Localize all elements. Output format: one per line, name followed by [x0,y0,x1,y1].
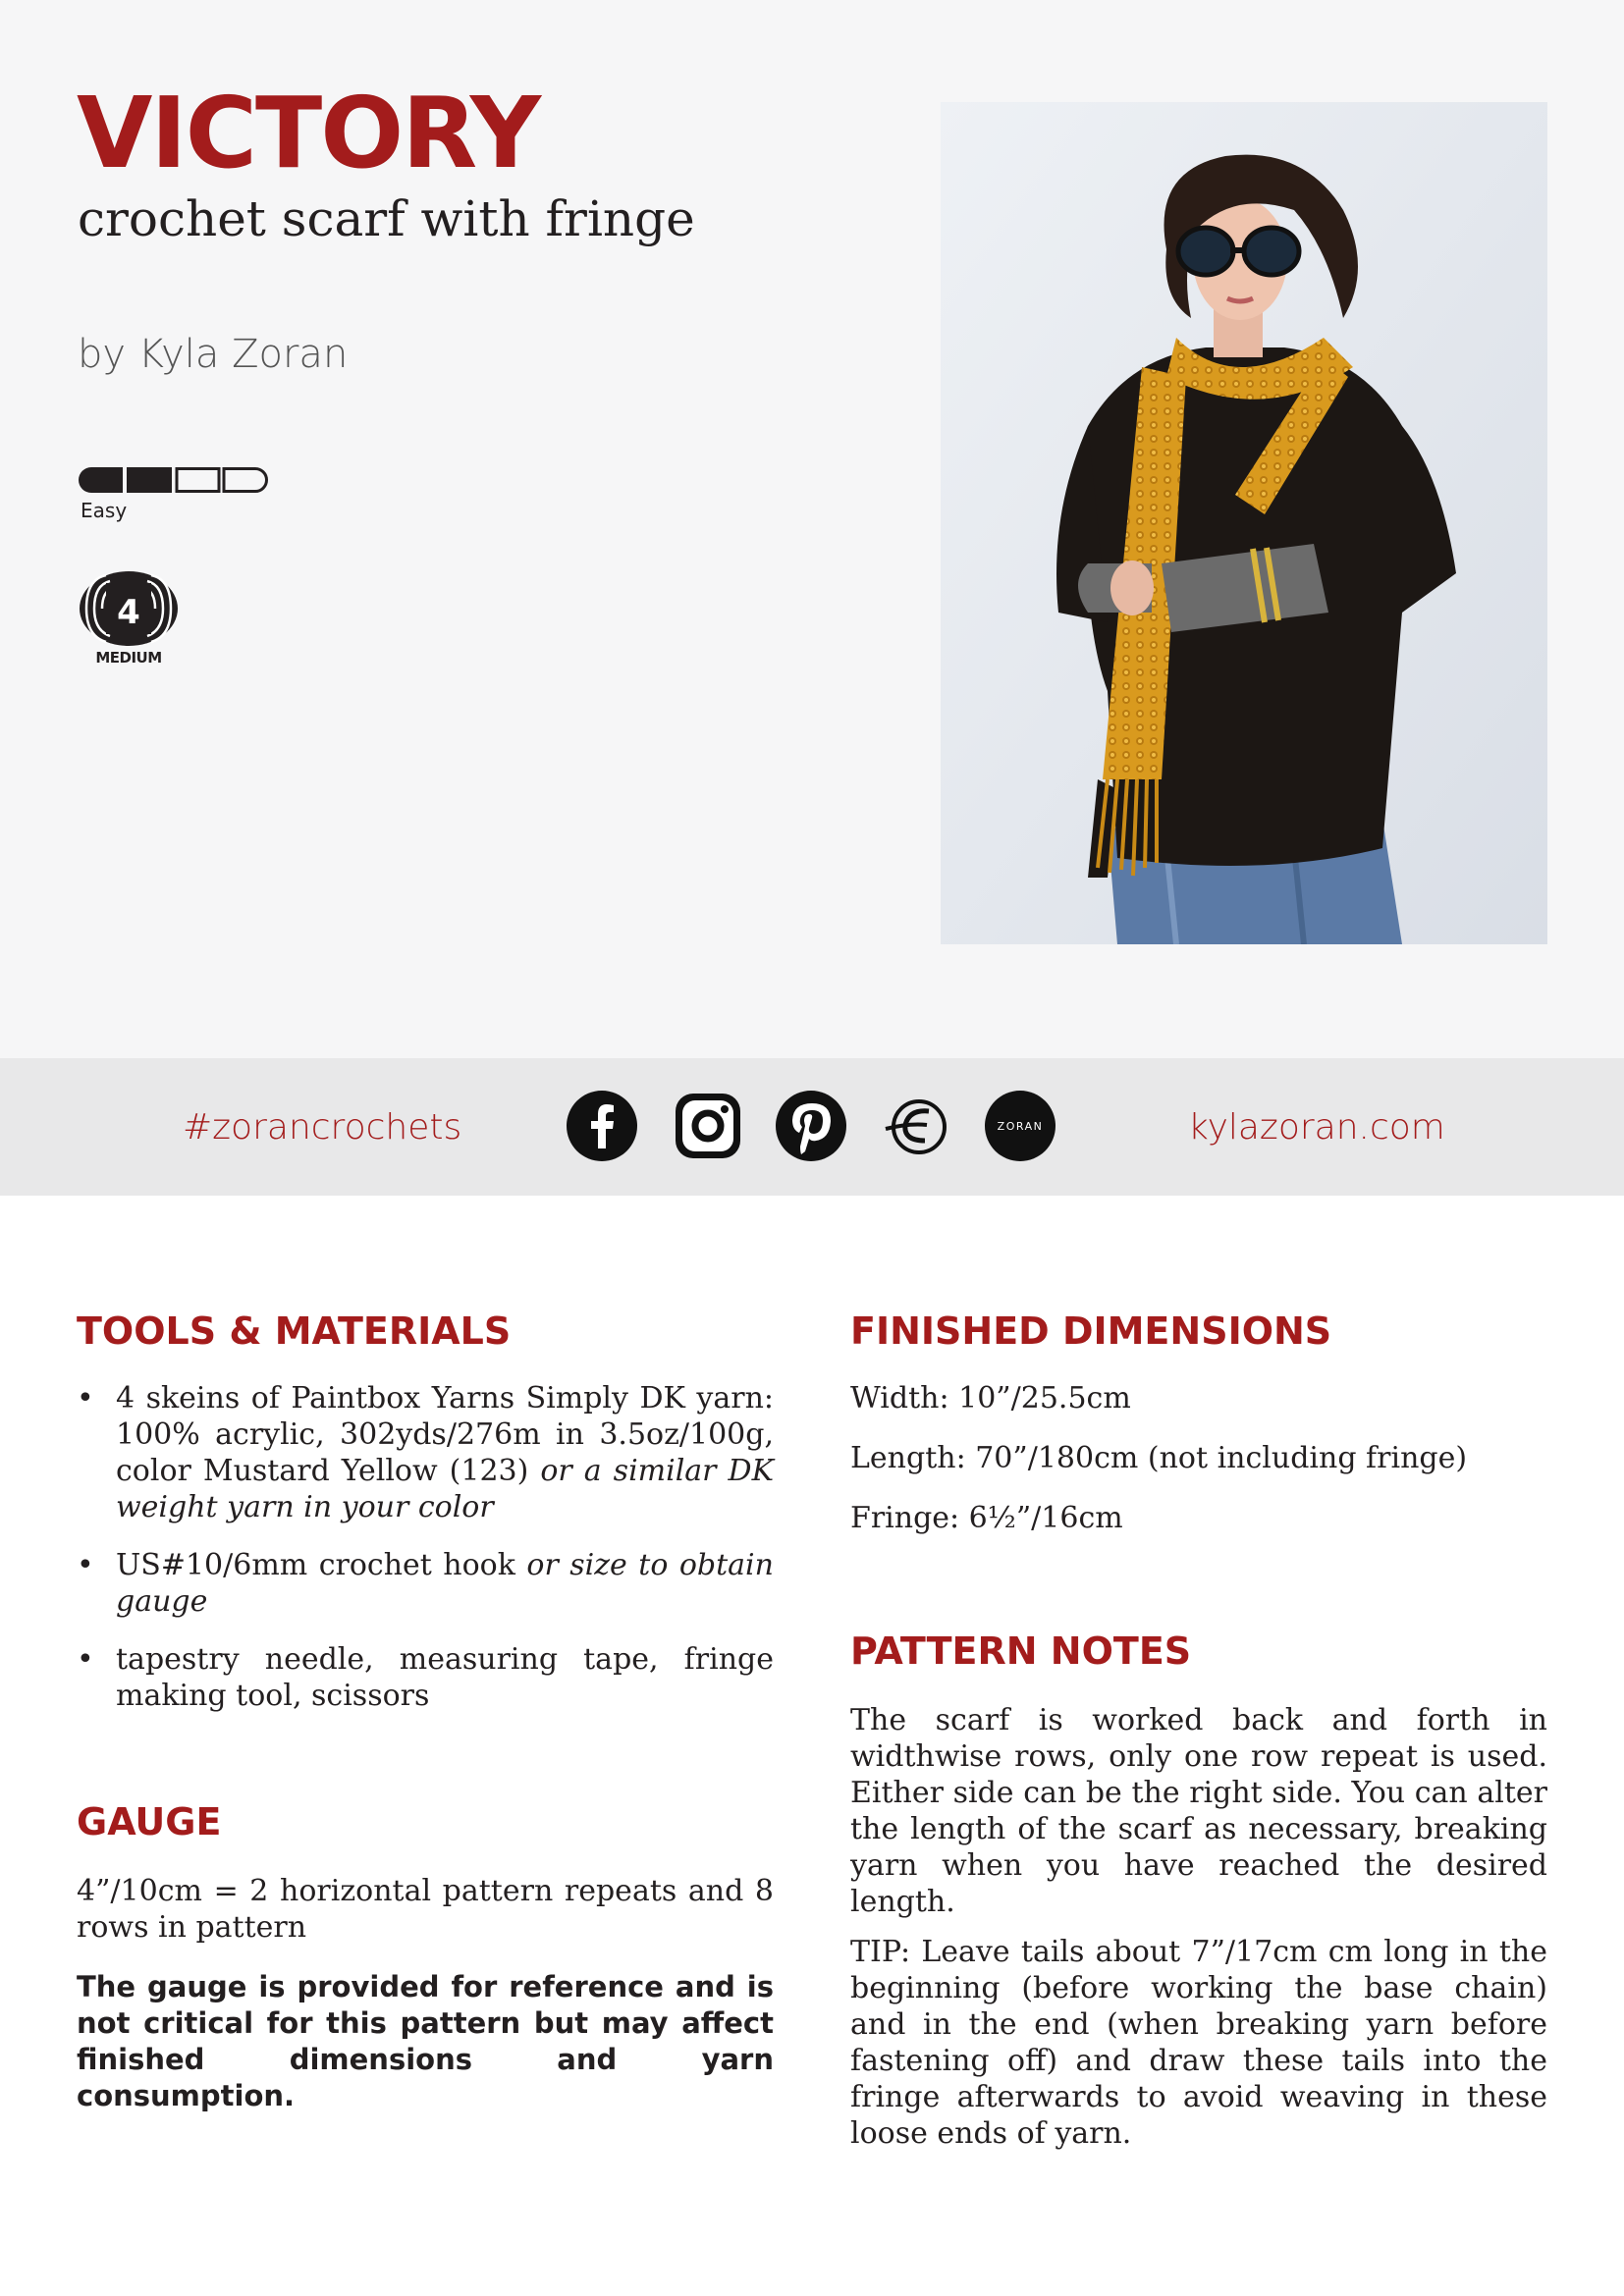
gauge-note: The gauge is provided for reference and is not critical for this pattern but may affect finished dimensions and yarn consumption. [77,1970,774,2112]
notes-heading: PATTERN NOTES [850,1629,1192,1673]
list-item [77,1380,774,1525]
pattern-title: VICTORY [77,76,540,190]
list-item [77,1547,774,1620]
dimensions-list [850,1380,1547,1560]
hashtag-link[interactable]: #zorancrochets [183,1107,462,1148]
instagram-icon[interactable] [672,1090,744,1162]
yarn-weight-label: MEDIUM [95,649,162,667]
material-notions: tapestry needle, measuring tape, fringe making tool, scissors [116,1642,774,1713]
pinterest-icon[interactable] [775,1090,847,1162]
notes-paragraph: The scarf is worked back and forth in widthwise rows, only one row repeat is used. Either side can be the right side. You can alter the length of the scarf as necessary, breaking yarn when you have reached the desired length. [850,1703,1547,1919]
material-yarn: 4 skeins of Paintbox Yarns Simply DK yarn: 100% acrylic, 302yds/276m in 3.5oz/100g, color Mustard Yellow (123) [116,1381,774,1488]
skill-level-label: Easy [81,499,128,522]
zoran-icon[interactable] [984,1090,1056,1162]
dimensions-heading: FINISHED DIMENSIONS [850,1309,1332,1353]
model-photo [941,102,1547,944]
website-link[interactable]: kylazoran.com [1188,1107,1445,1148]
material-hook-alt: or size to obtain gauge [116,1548,774,1619]
designer-byline: by Kyla Zoran [78,332,349,377]
pattern-notes [850,1702,1547,2165]
tools-list [77,1380,774,1735]
tip-paragraph: TIP: Leave tails about 7”/17cm cm long in the beginning (before working the base chain) and in the end (when breaking yarn before fastening off) and draw these tails into the fringe afterwards to avoid weaving in these loose ends of yarn. [850,1935,1547,2151]
material-yarn-alt: or a similar DK weight yarn in your color [116,1454,774,1524]
gauge-text: 4”/10cm = 2 horizontal pattern repeats and 8 rows in pattern [77,1874,774,1945]
yarn-weight-icon [77,569,181,671]
skill-level-icon [77,465,273,495]
dimension-width: Width: 10”/25.5cm [850,1381,1131,1415]
dimension-fringe: Fringe: 6½”/16cm [850,1501,1123,1535]
dimension-length: Length: 70”/180cm (not including fringe) [850,1441,1468,1475]
facebook-icon[interactable] [566,1090,638,1162]
zoran-label: ZORAN [997,1120,1044,1133]
etsy-icon[interactable] [880,1090,952,1162]
tools-heading: TOOLS & MATERIALS [77,1309,512,1353]
pattern-subtitle: crochet scarf with fringe [78,190,695,247]
list-item [77,1641,774,1714]
yarn-weight-number: 4 [117,593,140,632]
gauge-heading: GAUGE [77,1800,222,1843]
material-hook: US#10/6mm crochet hook [116,1548,515,1582]
